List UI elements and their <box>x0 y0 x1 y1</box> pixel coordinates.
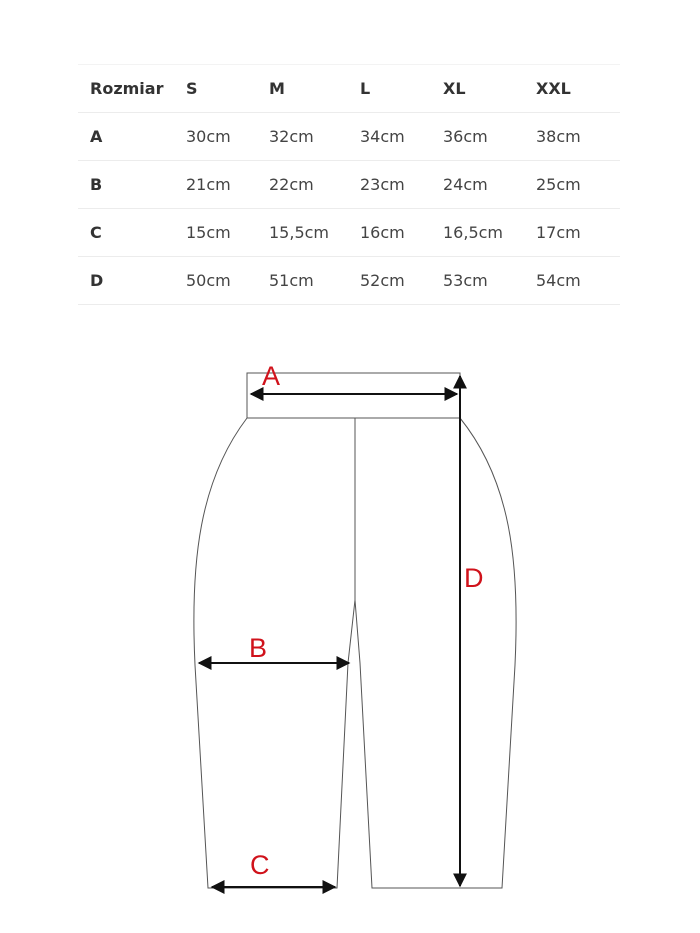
header-rozmiar: Rozmiar <box>78 65 186 113</box>
table-cell: 25cm <box>536 161 620 209</box>
header-size-s: S <box>186 65 269 113</box>
table-row <box>78 161 620 209</box>
table-cell: 16,5cm <box>443 209 536 257</box>
table-cell: 51cm <box>269 257 360 305</box>
table-cell: 17cm <box>536 209 620 257</box>
header-size-m: M <box>269 65 360 113</box>
measurement-arrows <box>199 376 460 887</box>
row-label: D <box>78 257 186 305</box>
table-cell: 54cm <box>536 257 620 305</box>
table-row <box>78 209 620 257</box>
table-cell: 15,5cm <box>269 209 360 257</box>
label-b: B <box>249 633 268 663</box>
table-cell: 38cm <box>536 113 620 161</box>
table-cell: 53cm <box>443 257 536 305</box>
size-table <box>78 64 620 305</box>
table-cell: 16cm <box>360 209 443 257</box>
table-header-row <box>78 65 620 113</box>
table-cell: 24cm <box>443 161 536 209</box>
right-leg-outline <box>355 418 516 888</box>
table-cell: 30cm <box>186 113 269 161</box>
table-cell: 21cm <box>186 161 269 209</box>
table-cell: 52cm <box>360 257 443 305</box>
row-label: C <box>78 209 186 257</box>
table-cell: 23cm <box>360 161 443 209</box>
table-cell: 32cm <box>269 113 360 161</box>
table-cell: 15cm <box>186 209 269 257</box>
label-d: D <box>464 563 484 593</box>
table-cell: 34cm <box>360 113 443 161</box>
table-cell: 36cm <box>443 113 536 161</box>
shorts-measurement-diagram <box>0 330 700 930</box>
header-size-l: L <box>360 65 443 113</box>
header-size-xl: XL <box>443 65 536 113</box>
table-cell: 22cm <box>269 161 360 209</box>
shorts-outline <box>194 373 516 888</box>
row-label: A <box>78 113 186 161</box>
label-a: A <box>262 361 281 391</box>
table-row <box>78 257 620 305</box>
label-c: C <box>250 850 270 880</box>
table-row <box>78 113 620 161</box>
row-label: B <box>78 161 186 209</box>
header-size-xxl: XXL <box>536 65 620 113</box>
left-leg-outline <box>194 418 355 888</box>
table-cell: 50cm <box>186 257 269 305</box>
measurement-labels <box>249 361 484 880</box>
